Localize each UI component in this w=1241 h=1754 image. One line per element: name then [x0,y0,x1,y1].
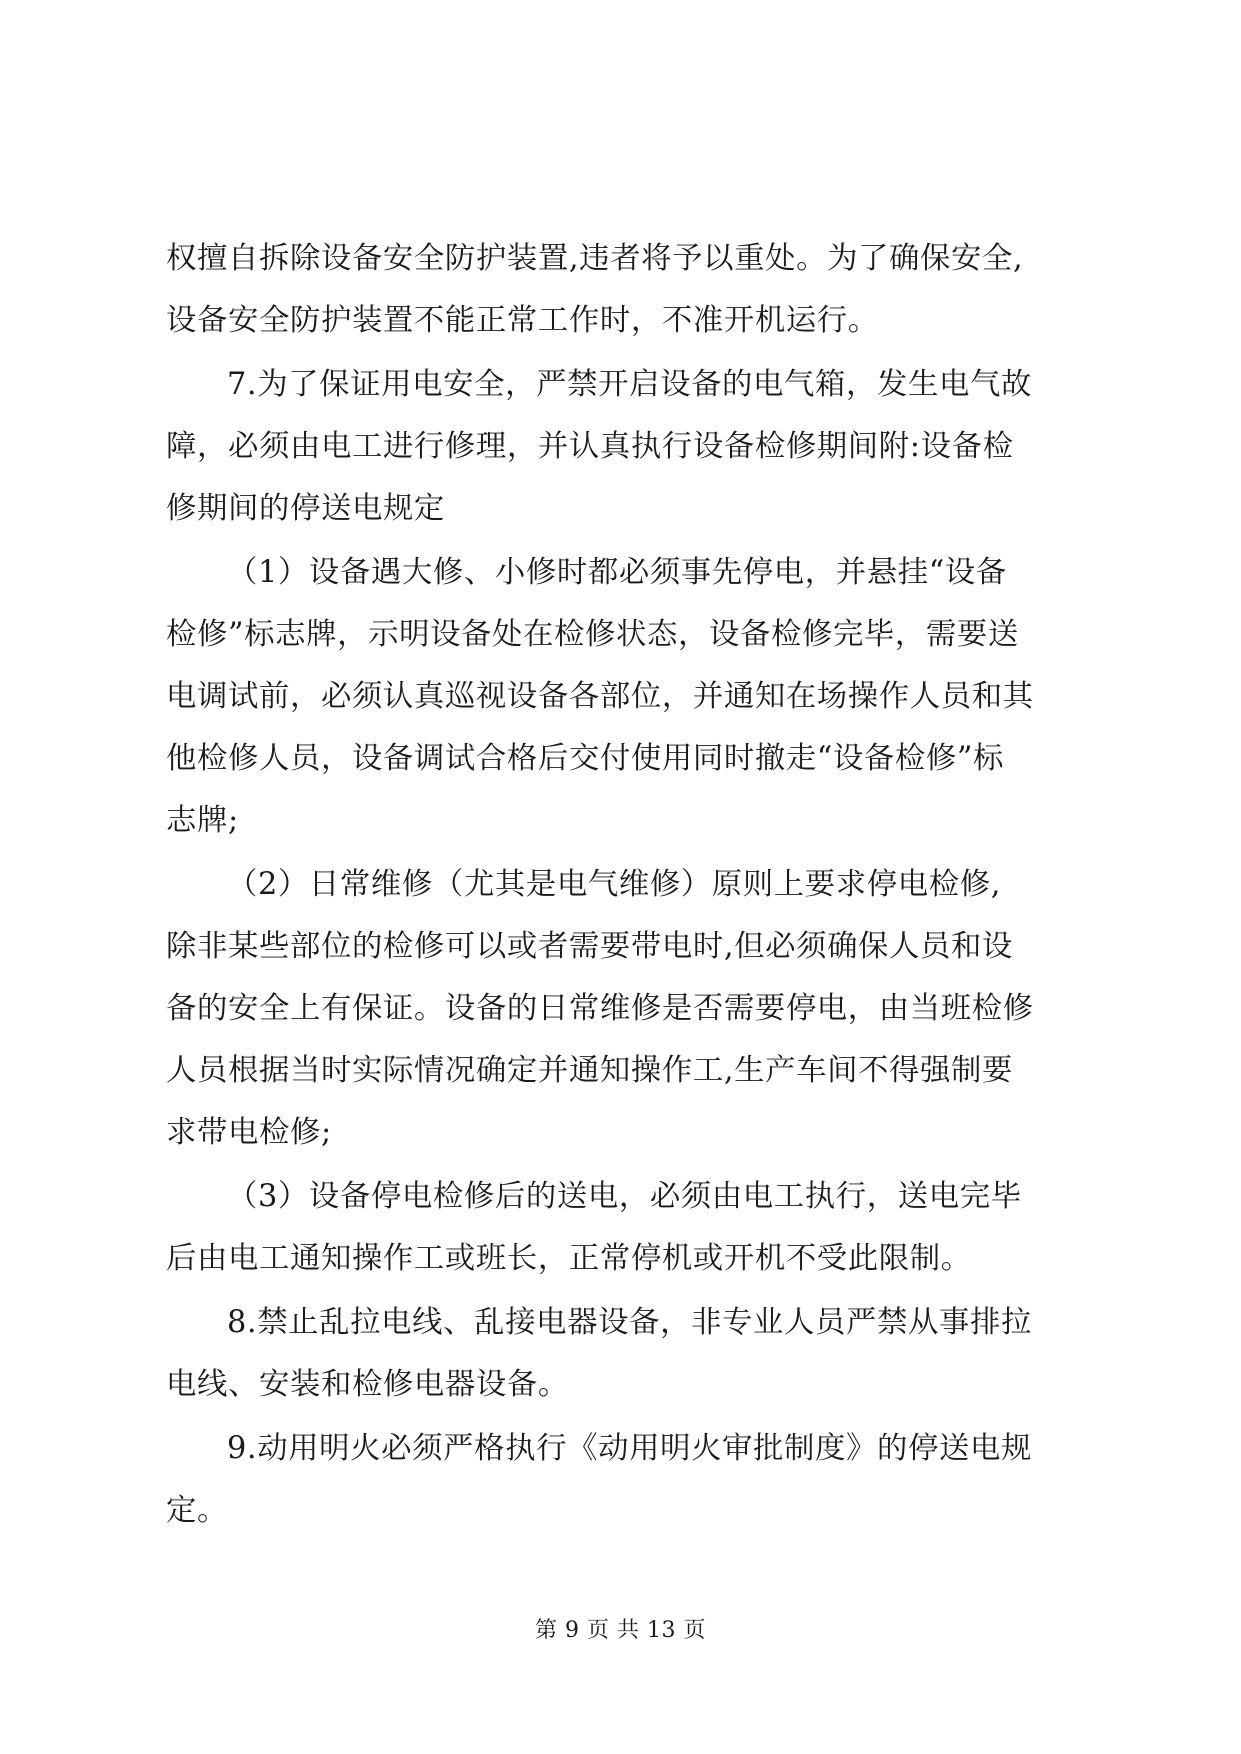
text-line: 定。 [166,1493,228,1528]
text-line: 设备安全防护装置不能正常工作时，不准开机运行。 [166,303,879,338]
text-line: 权擅自拆除设备安全防护装置,违者将予以重处。为了确保安全, [166,241,1024,276]
text-line: （1）设备遇大修、小修时都必须事先停电，并悬挂“设备 [227,555,1007,590]
paragraph-continuation [166,228,1078,352]
paragraph-item-7 [166,354,1078,540]
text-line: 修期间的停送电规定 [166,491,445,526]
text-line: 除非某些部位的检修可以或者需要带电时,但必须确保人员和设 [166,929,1014,964]
text-line: 9.动用明火必须严格执行《动用明火审批制度》的停送电规 [227,1431,1032,1466]
text-line: 志牌; [166,803,239,838]
document-body [166,228,1078,1544]
text-line: 人员根据当时实际情况确定并通知操作工,生产车间不得强制要 [166,1053,1014,1088]
text-line: 检修”标志牌，示明设备处在检修状态，设备检修完毕，需要送 [166,617,1019,652]
text-line: 他检修人员，设备调试合格后交付使用同时撤走“设备检修”标 [166,741,1005,776]
text-line: 备的安全上有保证。设备的日常维修是否需要停电，由当班检修 [166,991,1034,1026]
page-number-label: 第 9 页 共 13 页 [535,1618,706,1643]
text-line: 障，必须由电工进行修理，并认真执行设备检修期间附:设备检 [166,429,1014,464]
text-line: （3）设备停电检修后的送电，必须由电工执行，送电完毕 [227,1179,1022,1214]
paragraph-sub-3 [166,1166,1078,1290]
text-line: （2）日常维修（尤其是电气维修）原则上要求停电检修, [227,867,1001,902]
paragraph-item-8 [166,1292,1078,1416]
text-line: 电线、安装和检修电器设备。 [166,1367,569,1402]
paragraph-sub-1 [166,542,1078,852]
paragraph-sub-2 [166,854,1078,1164]
page-footer [0,1616,1241,1646]
text-line: 7.为了保证用电安全，严禁开启设备的电气箱，发生电气故 [227,367,1032,402]
text-line: 电调试前，必须认真巡视设备各部位，并通知在场操作人员和其 [166,679,1034,714]
text-line: 求带电检修; [166,1115,332,1150]
text-line: 8.禁止乱拉电线、乱接电器设备，非专业人员严禁从事排拉 [227,1305,1032,1340]
text-line: 后由电工通知操作工或班长，正常停机或开机不受此限制。 [166,1241,972,1276]
paragraph-item-9 [166,1418,1078,1542]
